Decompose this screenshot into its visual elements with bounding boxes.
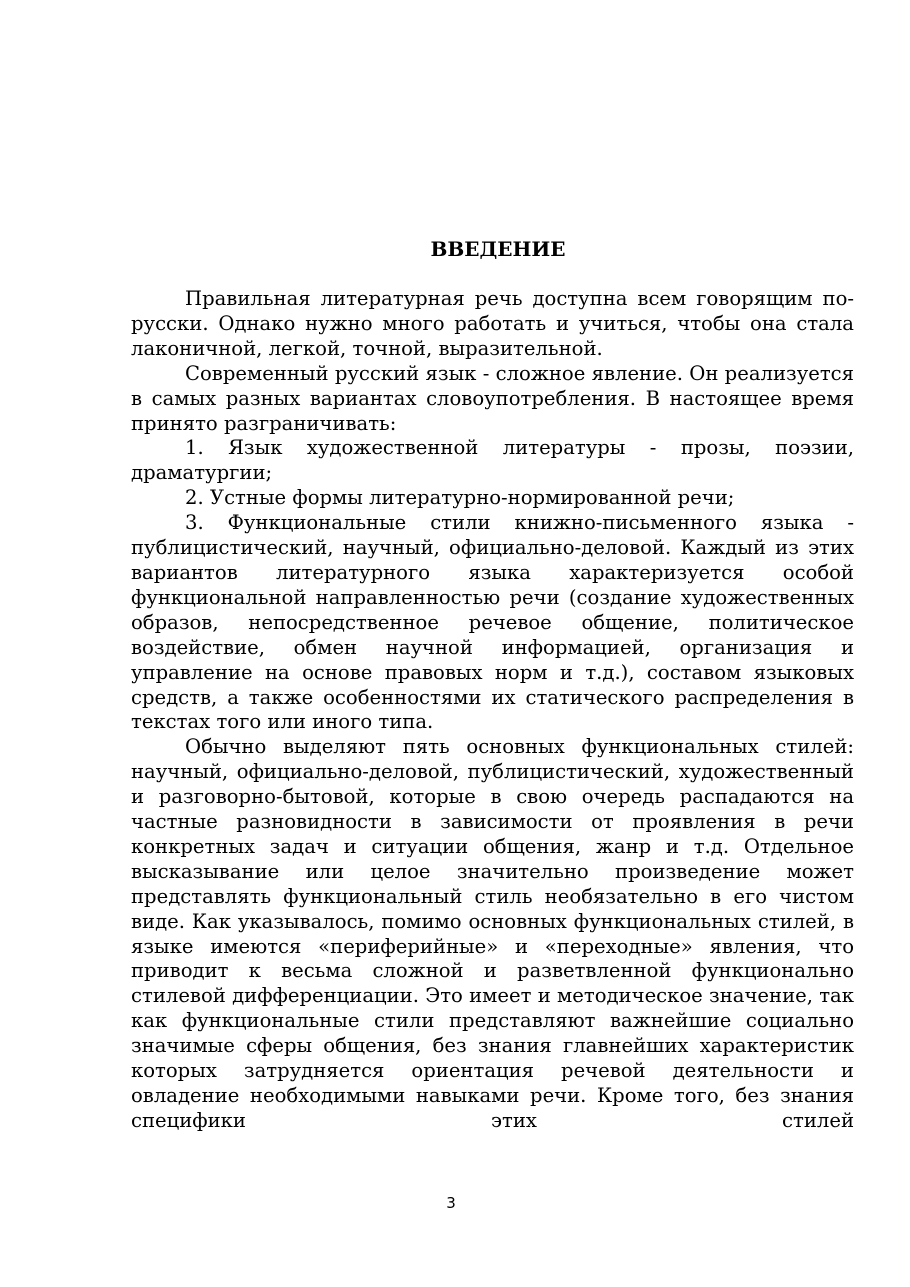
list-item-2: 2. Устные формы литературно-нормированной речи; bbox=[185, 486, 735, 510]
list-item-3: 3. Функциональные стили книжно-письменного языка - публицистический, научный, официально-деловой. Каждый из этих вариантов литературного языка характеризуется особой функциональной направленностью речи (создание художественных образов, непосредственное речевое общение, политическое воздействие, обмен научной информацией, организация и управление на основе правовых норм и т.д.), составом языковых средств, а также особенностями их статического распределения в текстах того или иного типа. bbox=[131, 511, 854, 734]
list-item-1: 1. Язык художественной литературы - прозы, поэзии, драматургии; bbox=[131, 436, 854, 485]
paragraph-intro: Правильная литературная речь доступна всем говорящим по-русски. Однако нужно много работать и учиться, чтобы она стала лаконичной, легкой, точной, выразительной. bbox=[131, 287, 854, 360]
page-content bbox=[131, 236, 854, 1134]
page-number: 3 bbox=[446, 1194, 456, 1212]
page-title: ВВЕДЕНИЕ bbox=[430, 237, 566, 261]
paragraph-functional-styles: Обычно выделяют пять основных функциональных стилей: научный, официально-деловой, публицистический, художественный и разговорно-бытовой, которые в свою очередь распадаются на частные разновидности в зависимости от проявления в речи конкретных задач и ситуации общения, жанр и т.д. Отдельное высказывание или целое значительно произведение может представлять функциональный стиль необязательно в его чистом виде. Как указывалось, помимо основных функциональных стилей, в языке имеются «периферийные» и «переходные» явления, что приводит к весьма сложной и разветвленной функционально стилевой дифференциации. Это имеет и методическое значение, так как функциональные стили представляют важнейшие социально значимые сферы общения, без знания главнейших характеристик которых затрудняется ориентация речевой деятельности и овладение необходимыми навыками речи. Кроме того, без знания специфики этих стилей bbox=[131, 735, 854, 1132]
paragraph-modern-language: Современный русский язык - сложное явление. Он реализуется в самых разных вариантах словоупотребления. В настоящее время принято разграничивать: bbox=[131, 361, 854, 435]
